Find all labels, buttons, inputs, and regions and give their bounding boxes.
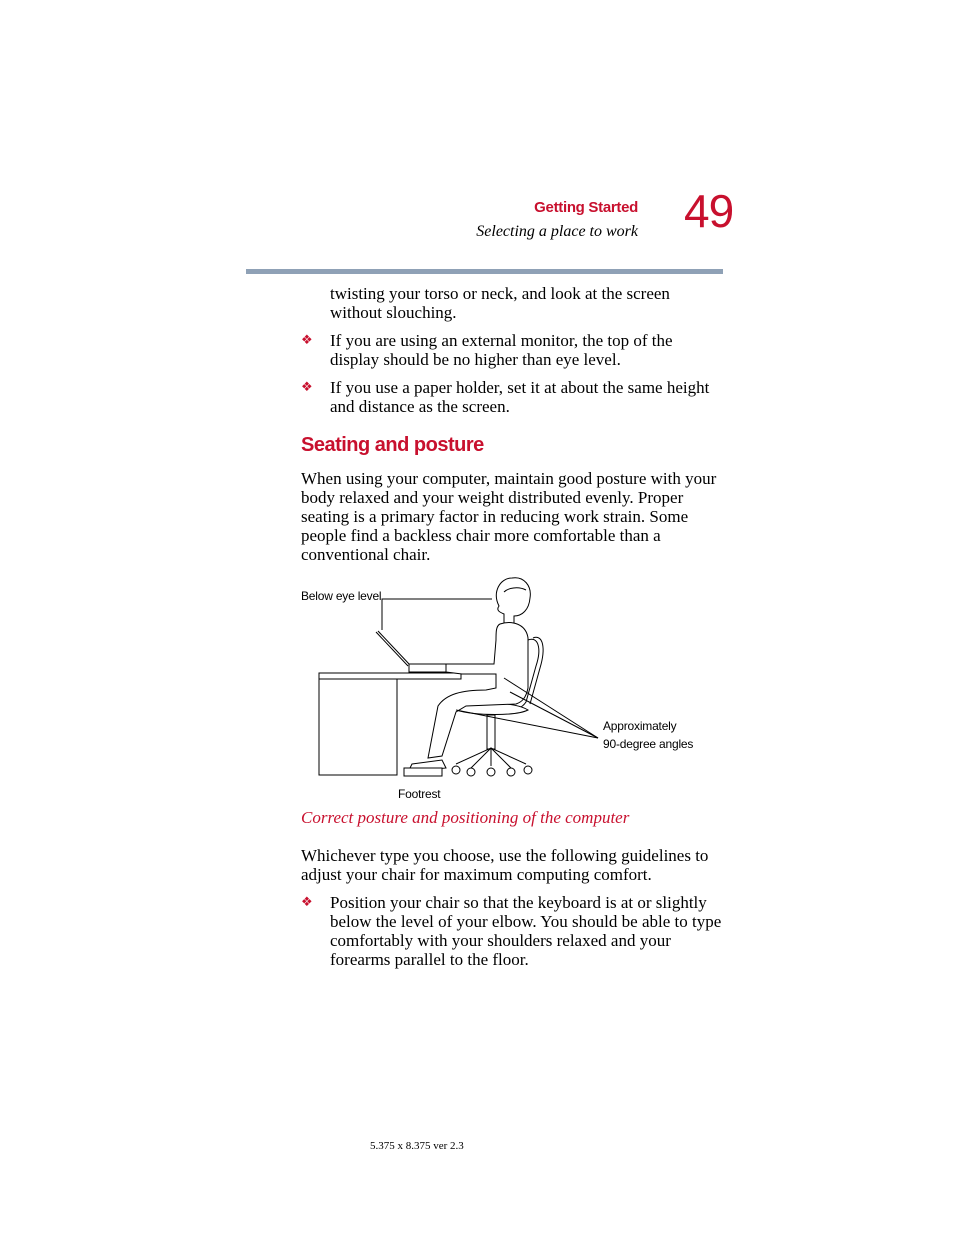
diamond-bullet-icon: ❖ bbox=[301, 380, 313, 395]
footer-version: 5.375 x 8.375 ver 2.3 bbox=[370, 1140, 464, 1152]
guidelines-paragraph: Whichever type you choose, use the following guidelines to adjust your chair for maximum computing comfort. bbox=[301, 846, 709, 884]
label-below-eye-level: Below eye level bbox=[301, 589, 382, 603]
label-approximately: Approximately bbox=[603, 719, 677, 733]
header-rule bbox=[246, 269, 723, 274]
list-item-text: If you use a paper holder, set it at about the same height and distance as the screen. bbox=[330, 378, 710, 416]
list-item-text: Position your chair so that the keyboard is at or slightly below the level of your elbow. You should be able to type comfortably with your shoulders relaxed and your forearms parallel to the floor. bbox=[330, 893, 722, 969]
figure-caption: Correct posture and positioning of the computer bbox=[301, 808, 630, 827]
header-section-title: Getting Started bbox=[534, 199, 638, 216]
diamond-bullet-icon: ❖ bbox=[301, 895, 313, 910]
continued-paragraph: twisting your torso or neck, and look at the screen without slouching. bbox=[330, 284, 670, 322]
header-subsection-title: Selecting a place to work bbox=[476, 223, 638, 240]
list-item bbox=[301, 378, 723, 416]
main-content bbox=[301, 284, 723, 573]
list-item bbox=[301, 893, 723, 969]
section-heading: Seating and posture bbox=[301, 434, 484, 456]
list-item-text: If you are using an external monitor, the top of the display should be no higher than eye level. bbox=[330, 331, 673, 369]
posture-illustration bbox=[296, 570, 726, 806]
section-paragraph: When using your computer, maintain good posture with your body relaxed and your weight distributed evenly. Proper seating is a primary factor in reducing work strain. Some people find a backless chair more comfortable than a conventional chair. bbox=[301, 469, 717, 564]
eye-level-line bbox=[382, 599, 492, 630]
label-90-degree-angles: 90-degree angles bbox=[603, 737, 694, 751]
posture-drawing bbox=[296, 570, 726, 806]
list-item bbox=[301, 331, 723, 369]
guidelines-content bbox=[301, 846, 723, 978]
page-number: 49 bbox=[684, 185, 734, 237]
diamond-bullet-icon: ❖ bbox=[301, 333, 313, 348]
label-footrest: Footrest bbox=[398, 787, 441, 801]
